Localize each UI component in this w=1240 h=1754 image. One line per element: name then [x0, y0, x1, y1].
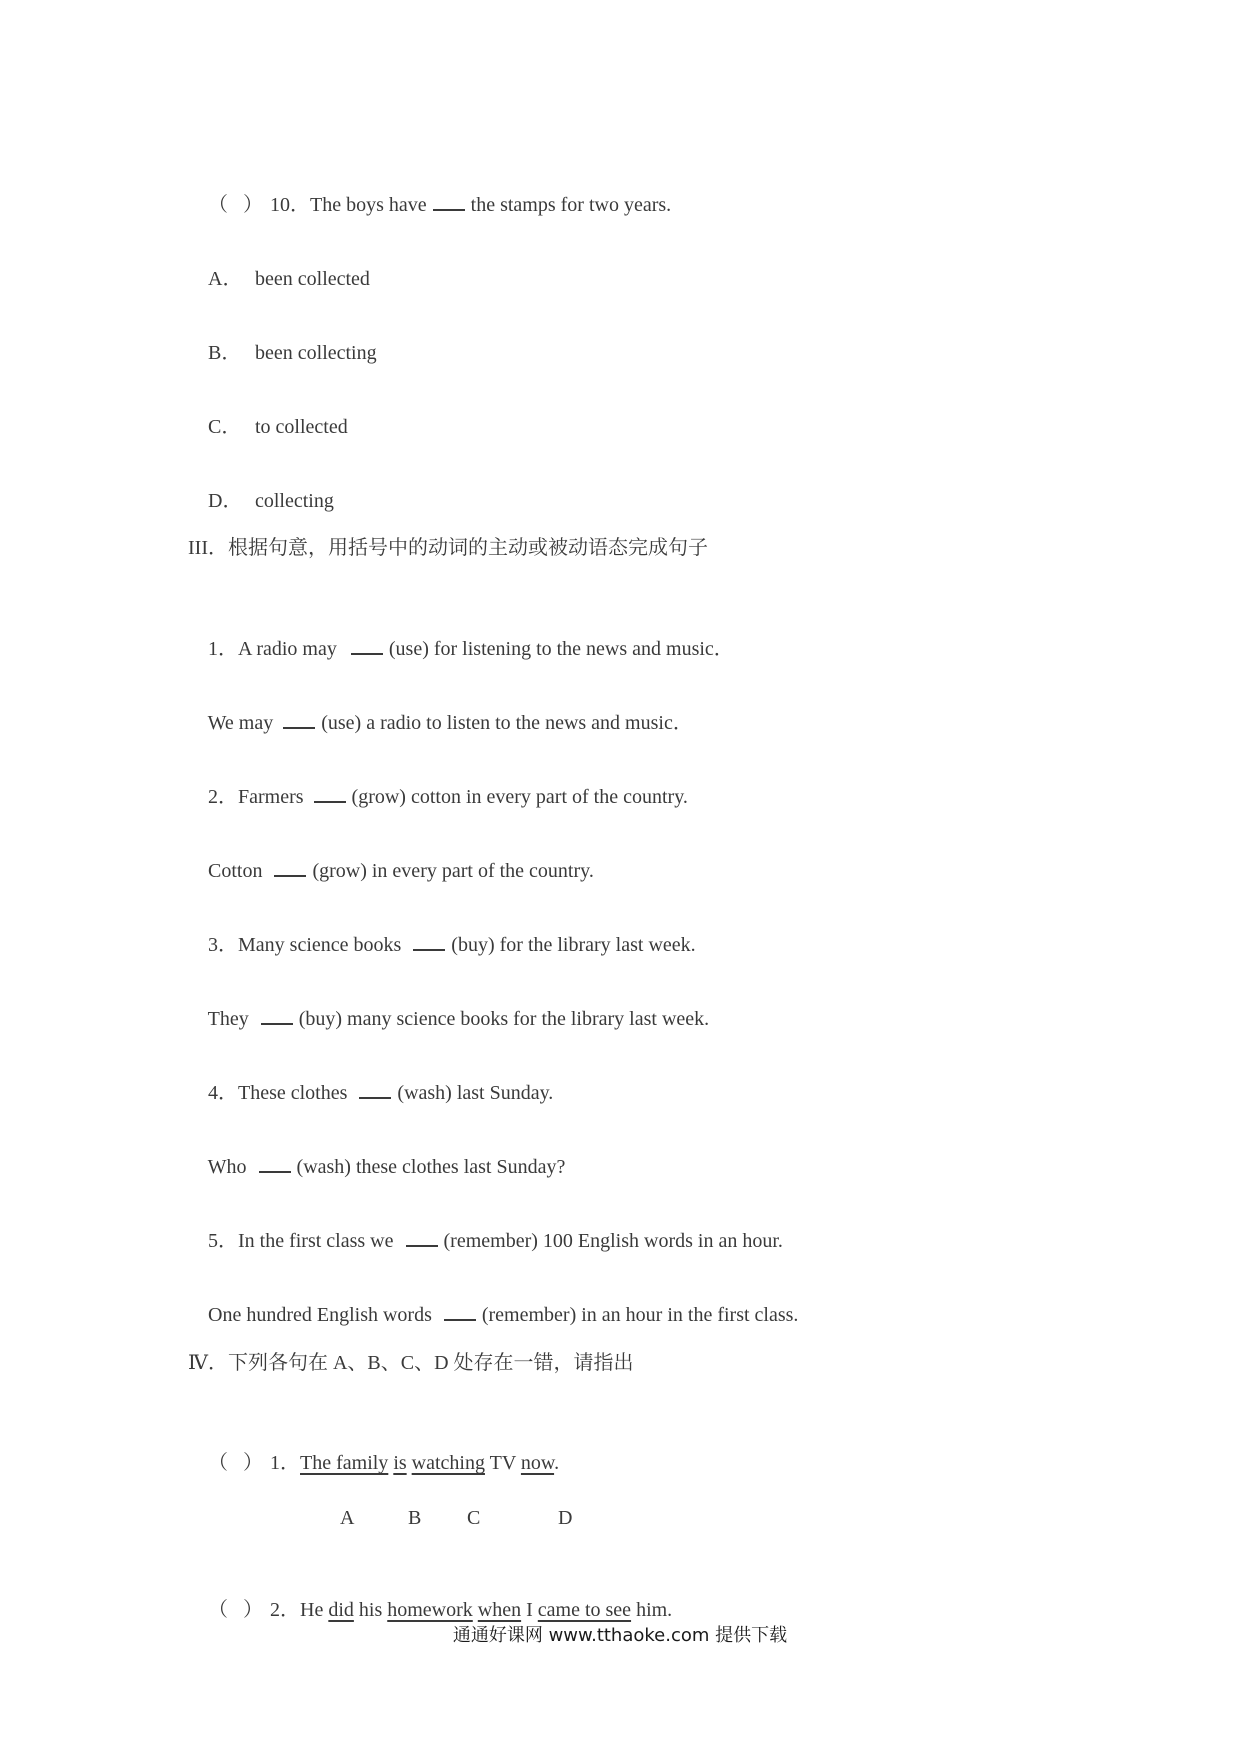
underlined-part-c: when: [477, 1599, 522, 1621]
error-question-1: [188, 1424, 559, 1502]
answer-paren: （ ）: [208, 1452, 263, 1474]
fill-item: [188, 684, 693, 762]
option-b: [188, 314, 377, 392]
underlined-part-d: came to see: [537, 1599, 632, 1621]
fill-item-pre: 2．Farmers: [208, 786, 304, 808]
question-number: 2．: [270, 1599, 300, 1621]
underlined-part-b: is: [393, 1452, 407, 1474]
fill-item: [188, 758, 688, 836]
fill-item-pre: 1．A radio may: [208, 638, 337, 660]
fill-item-pre: 5．In the first class we: [208, 1230, 394, 1252]
answer-blank: [433, 209, 465, 211]
option-letter: C．: [208, 416, 242, 438]
answer-blank: [413, 949, 445, 951]
plain-text: TV: [489, 1452, 516, 1474]
option-text: collecting: [255, 490, 334, 512]
answer-blank: [314, 801, 346, 803]
fill-item: [188, 980, 709, 1058]
answer-blank: [359, 1097, 391, 1099]
fill-item-pre: We may: [207, 712, 274, 734]
option-letter: B．: [208, 342, 242, 364]
fill-item-pre: One hundred English words: [208, 1304, 432, 1326]
answer-blank: [406, 1245, 438, 1247]
plain-text: He: [300, 1599, 324, 1621]
fill-item-post: (remember) 100 English words in an hour.: [443, 1230, 783, 1252]
fill-item-post: (use) a radio to listen to the news and music．: [321, 712, 693, 734]
answer-blank: [444, 1319, 476, 1321]
question-text-post: the stamps for two years.: [470, 194, 672, 216]
fill-item-pre: 4．These clothes: [208, 1082, 348, 1104]
option-a: [188, 240, 370, 318]
question-number: 1．: [270, 1452, 300, 1474]
answer-blank: [259, 1171, 291, 1173]
question-number: 10．: [270, 194, 310, 216]
section-4-heading: Ⅳ．下列各句在 A、B、C、D 处存在一错，请指出: [188, 1352, 634, 1374]
fill-item-pre: Cotton: [208, 860, 263, 882]
fill-item-pre: Who: [207, 1156, 247, 1178]
underlined-part-a: The family: [300, 1452, 389, 1474]
fill-item: [188, 1054, 553, 1132]
fill-item: [188, 610, 734, 688]
fill-item-pre: 3．Many science books: [208, 934, 402, 956]
fill-item-post: (grow) in every part of the country.: [312, 860, 594, 882]
fill-item: [188, 906, 696, 984]
section-3-heading: III．根据句意，用括号中的动词的主动或被动语态完成句子: [188, 537, 708, 559]
label-c: C: [467, 1507, 481, 1529]
underlined-part-a: did: [328, 1599, 354, 1621]
plain-text: his: [358, 1599, 383, 1621]
option-text: to collected: [255, 416, 348, 438]
answer-paren: （ ）: [208, 194, 263, 216]
label-a: A: [340, 1507, 355, 1529]
fill-item: [188, 832, 594, 910]
fill-item: [188, 1202, 783, 1280]
answer-paren: （ ）: [208, 1599, 263, 1621]
underlined-part-c: watching: [411, 1452, 485, 1474]
option-text: been collecting: [255, 342, 377, 364]
plain-text: I: [526, 1599, 533, 1621]
sentence-end: .: [554, 1452, 560, 1474]
fill-item-post: (remember) in an hour in the first class.: [481, 1304, 799, 1326]
fill-item-pre: They: [207, 1008, 249, 1030]
fill-item: [188, 1128, 565, 1206]
underlined-part-d: now: [520, 1452, 555, 1474]
question-10: [188, 166, 671, 244]
fill-item-post: (wash) these clothes last Sunday?: [296, 1156, 566, 1178]
label-b: B: [408, 1507, 422, 1529]
page-footer: 通通好课网 www.tthaoke.com 提供下载: [452, 1625, 788, 1646]
fill-item-post: (buy) for the library last week.: [451, 934, 696, 956]
answer-blank: [274, 875, 306, 877]
answer-blank: [283, 727, 315, 729]
fill-item-post: (buy) many science books for the library last week.: [298, 1008, 710, 1030]
answer-blank: [351, 653, 383, 655]
option-c: [188, 388, 348, 466]
label-d: D: [558, 1507, 573, 1529]
question-text-pre: The boys have: [310, 194, 427, 216]
fill-item-post: (grow) cotton in every part of the country.: [351, 786, 688, 808]
answer-blank: [261, 1023, 293, 1025]
option-d: [188, 462, 334, 540]
sentence-end: him.: [636, 1599, 673, 1621]
underlined-part-b: homework: [387, 1599, 473, 1621]
option-letter: A．: [208, 268, 243, 290]
fill-item-post: (wash) last Sunday.: [397, 1082, 554, 1104]
option-letter: D．: [208, 490, 243, 512]
fill-item: [188, 1276, 798, 1354]
fill-item-post: (use) for listening to the news and music．: [388, 638, 734, 660]
option-text: been collected: [255, 268, 370, 290]
